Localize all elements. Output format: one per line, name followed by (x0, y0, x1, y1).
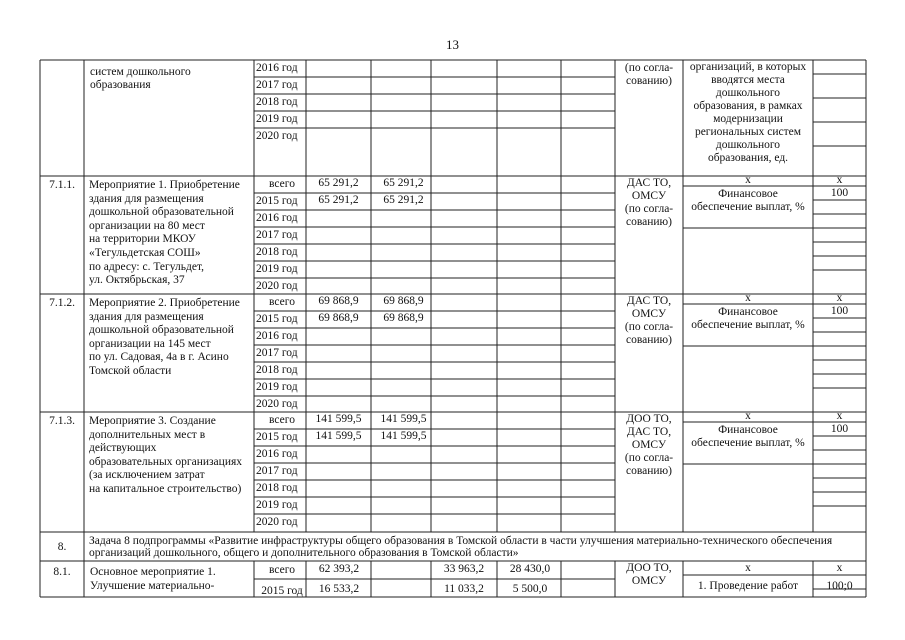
indicator-line: дошкольного (715, 139, 781, 151)
executor-line: ОМСУ (631, 308, 667, 320)
period-label: 2017 год (256, 79, 298, 91)
indicator-line: Финансовое (718, 306, 778, 318)
x-mark: х (836, 562, 843, 574)
executor-line: сованию) (626, 75, 672, 87)
indicator-line: организаций, в которых (689, 61, 807, 73)
amount-cell: 65 291,2 (318, 177, 359, 189)
indicator-line: вводятся места (711, 74, 785, 86)
amount-cell: 141 599,5 (380, 413, 427, 425)
description-line: дошкольной образовательной (89, 324, 234, 337)
row-number: 7.1.1. (49, 179, 75, 191)
executor-line: сованию) (626, 216, 672, 228)
indicator-line: Финансовое (718, 188, 778, 200)
indicator-line: образования, в рамках (693, 100, 803, 112)
period-label: 2016 год (256, 62, 298, 74)
indicator-line: обеспечение выплат, % (691, 201, 805, 213)
page-number: 13 (446, 37, 459, 52)
x-mark: х (745, 292, 751, 304)
period-label: 2017 год (256, 229, 298, 241)
amount-cell: 69 868,9 (383, 295, 424, 307)
amount-cell: 69 868,9 (318, 312, 359, 324)
x-mark: х (836, 410, 843, 422)
row-number: 7.1.2. (49, 297, 75, 309)
period-label: 2020 год (256, 130, 298, 142)
description-line: дополнительных мест в (89, 428, 206, 441)
description-line: на капитальное строительство) (89, 483, 242, 495)
indicator-line: обеспечение выплат, % (691, 437, 805, 449)
period-label: всего (269, 414, 295, 426)
description-line: здания для размещения (89, 192, 204, 205)
period-label: 2015 год (256, 431, 298, 443)
description-line: Мероприятие 1. Приобретение (89, 179, 240, 191)
period-label: 2020 год (256, 398, 298, 410)
period-label: всего (269, 296, 295, 308)
amount-cell: 65 291,2 (383, 177, 424, 189)
description-line: ул. Октябрьская, 37 (89, 274, 185, 287)
description-line: организации на 145 мест (89, 337, 211, 350)
period-label: всего (269, 564, 295, 576)
period-label: 2017 год (256, 465, 298, 477)
period-label: 2015 год (256, 313, 298, 325)
indicator-line: образования, ед. (707, 152, 789, 164)
period-label: 2016 год (256, 330, 298, 342)
indicator-line: 1. Проведение работ (697, 580, 799, 592)
period-label: 2016 год (256, 448, 298, 460)
amount-cell: 141 599,5 (380, 430, 427, 442)
amount-cell: 141 599,5 (315, 430, 362, 442)
executor-line: ДАС ТО, (626, 177, 672, 189)
period-label: 2017 год (256, 347, 298, 359)
task-number: 8. (57, 541, 67, 553)
task-title: Задача 8 подпрограммы «Развитие инфраструктуры общего образования в Томской области в части улучшения материально-технического обеспечения (89, 535, 833, 547)
period-label: 2020 год (256, 516, 298, 528)
executor-line: ДОО ТО, (626, 413, 672, 425)
x-mark: х (836, 174, 843, 186)
executor-line: ДОО ТО, (626, 562, 672, 574)
period-label: 2015 год (261, 585, 303, 597)
executor-line: сованию) (626, 334, 672, 346)
description-line: на территории МКОУ (89, 233, 196, 246)
amount-cell: 65 291,2 (383, 194, 424, 206)
indicator-line: модернизации (713, 113, 783, 125)
period-label: 2019 год (256, 113, 298, 125)
executor-line: (по согла- (624, 321, 674, 333)
executor-line: ДАС ТО, (626, 295, 672, 307)
period-label: 2018 год (256, 246, 298, 258)
row-number: 8.1. (53, 566, 71, 578)
amount-cell: 5 500,0 (512, 583, 548, 595)
x-mark: х (745, 410, 751, 422)
period-label: 2015 год (256, 195, 298, 207)
description-line: (за исключением затрат (89, 469, 205, 482)
executor-line: сованию) (626, 465, 672, 477)
description-line: действующих (89, 442, 157, 455)
period-label: 2020 год (256, 280, 298, 292)
period-label: 2018 год (256, 364, 298, 376)
amount-cell: 33 963,2 (443, 563, 485, 575)
executor-line: (по согла- (624, 203, 674, 215)
period-label: 2019 год (256, 381, 298, 393)
amount-cell: 62 393,2 (318, 563, 360, 575)
task-title: организаций дошкольного, общего и дополнительного образования в Томской области» (89, 547, 519, 559)
indicator-value: 100;0 (826, 580, 853, 592)
description-line: по адресу: с. Тегульдет, (89, 260, 204, 273)
executor-line: (по согла- (624, 62, 674, 74)
indicator-value: 100 (830, 423, 849, 435)
description-line: Улучшение материально- (90, 580, 215, 592)
amount-cell: 11 033,2 (444, 583, 484, 595)
row-number: 7.1.3. (49, 415, 75, 427)
description-line: систем дошкольного (90, 66, 191, 78)
description-line: Мероприятие 3. Создание (89, 415, 216, 427)
amount-cell: 65 291,2 (318, 194, 359, 206)
indicator-line: дошкольного (715, 87, 781, 99)
indicator-value: 100 (830, 187, 849, 199)
description-line: дошкольной образовательной (89, 206, 234, 219)
description-line: Мероприятие 2. Приобретение (89, 297, 240, 309)
description-line: образовательных организациях (89, 455, 243, 468)
executor-line: (по согла- (624, 452, 674, 464)
description-line: «Тегульдетская СОШ» (89, 247, 201, 259)
x-mark: х (745, 562, 751, 574)
x-mark: х (836, 292, 843, 304)
description-line: Основное мероприятие 1. (90, 566, 216, 578)
amount-cell: 69 868,9 (383, 312, 424, 324)
indicator-line: Финансовое (718, 424, 778, 436)
executor-line: ДАС ТО, (626, 426, 672, 438)
amount-cell: 141 599,5 (315, 413, 362, 425)
description-line: организации на 80 мест (89, 219, 205, 232)
indicator-value: 100 (830, 305, 849, 317)
executor-line: ОМСУ (631, 190, 667, 202)
description-line: по ул. Садовая, 4а в г. Асино (89, 351, 229, 364)
description-line: образования (90, 79, 151, 91)
x-mark: х (745, 174, 751, 186)
period-label: всего (269, 178, 295, 190)
period-label: 2019 год (256, 263, 298, 275)
description-line: здания для размещения (89, 310, 204, 323)
description-line: Томской области (89, 365, 172, 377)
executor-line: ОМСУ (631, 439, 667, 451)
period-label: 2016 год (256, 212, 298, 224)
period-label: 2019 год (256, 499, 298, 511)
indicator-line: региональных систем (694, 126, 802, 138)
executor-line: ОМСУ (631, 575, 667, 587)
amount-cell: 69 868,9 (318, 295, 359, 307)
amount-cell: 28 430,0 (509, 563, 551, 575)
period-label: 2018 год (256, 482, 298, 494)
indicator-line: обеспечение выплат, % (691, 319, 805, 331)
amount-cell: 16 533,2 (318, 583, 360, 595)
period-label: 2018 год (256, 96, 298, 108)
